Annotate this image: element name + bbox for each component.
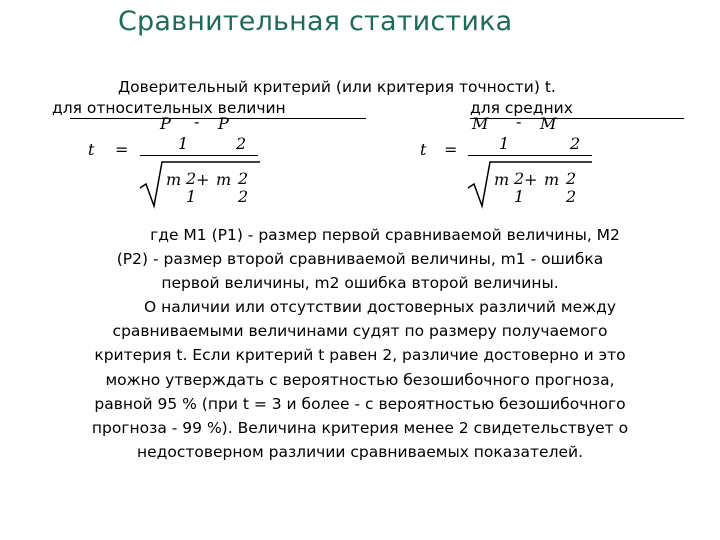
formula-t: t [420, 140, 427, 159]
denominator-var-b: m [544, 170, 560, 189]
denominator-sub-a: 1 [186, 187, 197, 206]
numerator-var-a: M [472, 114, 489, 133]
formula-equals: = [444, 140, 458, 159]
text-line: (Р2) - размер второй сравниваемой величины, m1 - ошибка [116, 250, 604, 269]
left-formula-header: для относительных величин [52, 99, 286, 117]
formula-t: t [88, 140, 95, 159]
text-line: прогноза - 99 %). Величина критерия менее 2 свидетельствует о [91, 419, 629, 438]
formula-equals: = [115, 140, 129, 159]
denominator-sup-b: 2 [566, 169, 577, 188]
denominator-sub-a: 1 [514, 187, 525, 206]
denominator-plus: + [524, 170, 538, 189]
denominator-var-a: m [166, 170, 182, 189]
text-line: критерия t. Если критерий t равен 2, различие достоверно и это [94, 346, 626, 365]
denominator-sup-b: 2 [238, 169, 249, 188]
slide-title: Сравнительная статистика [118, 6, 513, 37]
denominator-plus: + [196, 170, 210, 189]
right-formula-header: для средних [470, 99, 573, 117]
numerator-minus: - [194, 112, 200, 131]
numerator-sub-a: 1 [178, 134, 189, 153]
text-line: где М1 (Р1) - размер первой сравниваемой величины, М2 [150, 226, 620, 244]
numerator-sub-b: 2 [570, 134, 581, 153]
numerator-sub-a: 1 [499, 134, 510, 153]
text-line: сравниваемыми величинами судят по размеру получаемого [112, 322, 608, 341]
denominator-var-a: m [494, 170, 510, 189]
right-header-rule [470, 118, 684, 119]
numerator-sub-b: 2 [236, 134, 247, 153]
numerator-var-a: P [160, 114, 171, 133]
text-line: можно утверждать с вероятностью безошибочного прогноза, [105, 370, 615, 389]
text-line: равной 95 % (при t = 3 и более - с вероятностью безошибочного [94, 394, 626, 413]
intro-line: Доверительный критерий (или критерия точности) t. [118, 78, 556, 96]
text-line: О наличии или отсутствии достоверных различий между [143, 298, 617, 316]
numerator-var-b: P [218, 114, 229, 133]
denominator-sup-a: 2 [186, 169, 197, 188]
denominator-sub-b: 2 [238, 187, 249, 206]
interpretation-paragraph [8, 295, 712, 464]
numerator-var-b: M [540, 114, 557, 133]
denominator-var-b: m [216, 170, 232, 189]
fraction-bar [468, 155, 592, 156]
text-line: первой величины, m2 ошибка второй величины. [161, 274, 559, 293]
text-line: недостоверном различии сравниваемых показателей. [136, 443, 584, 462]
denominator-sub-b: 2 [566, 187, 577, 206]
numerator-minus: - [516, 112, 522, 131]
denominator-sup-a: 2 [514, 169, 525, 188]
definitions-paragraph [8, 223, 712, 296]
fraction-bar [140, 155, 258, 156]
